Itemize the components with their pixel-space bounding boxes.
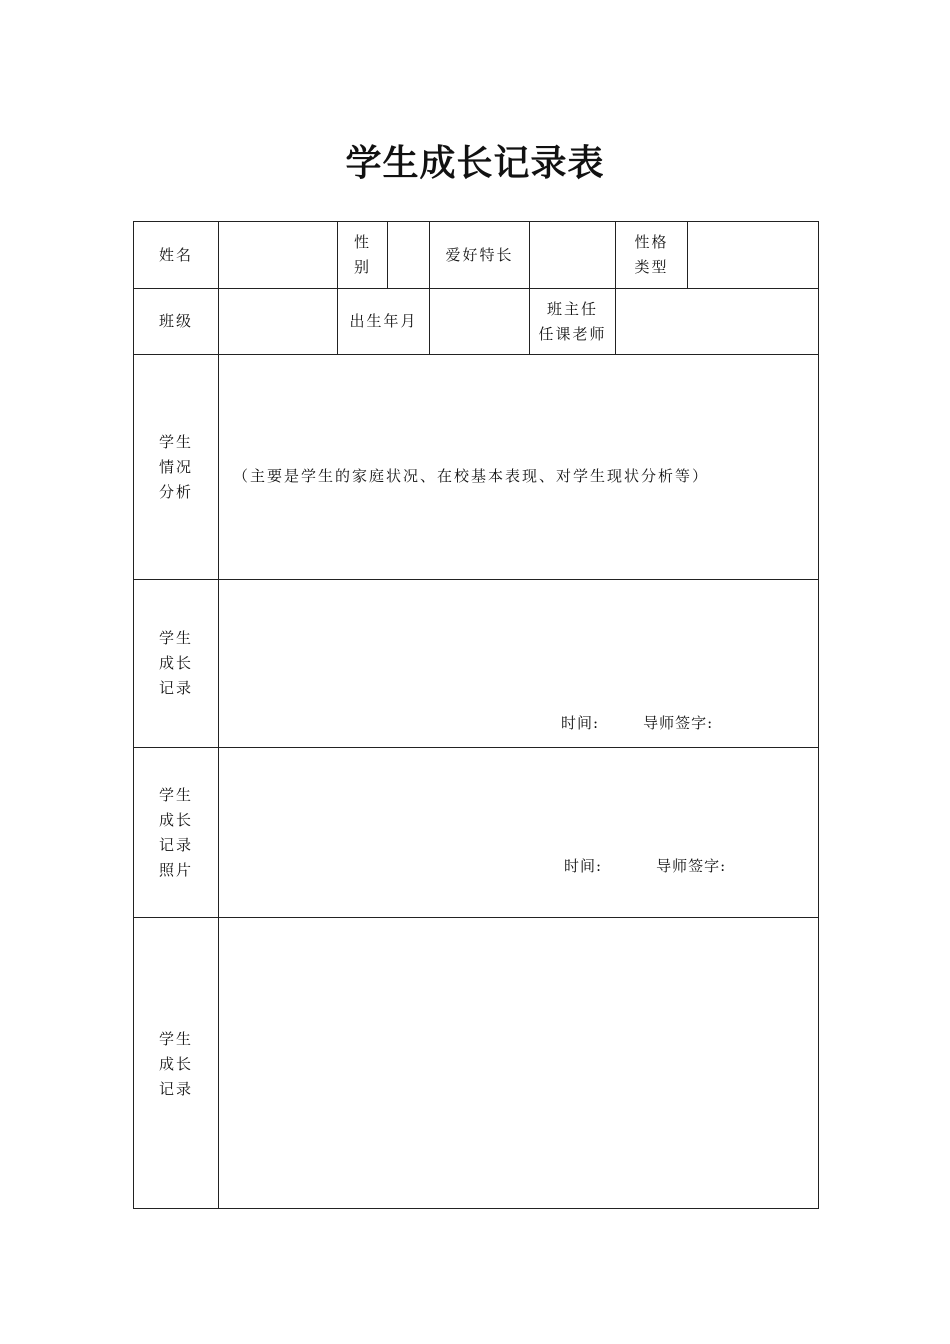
personality-label: 性格 类型 [616,222,688,289]
class-label: 班级 [134,289,219,355]
record-label: 学生 成长 记录 [134,580,219,748]
class-field[interactable] [219,289,338,355]
teacher-field[interactable] [616,289,819,355]
name-field[interactable] [219,222,338,289]
analysis-field[interactable] [219,355,819,580]
birth-label: 出生年月 [338,289,430,355]
photo-field[interactable] [219,748,819,918]
name-label: 姓名 [134,222,219,289]
analysis-hint: （主要是学生的家庭状况、在校基本表现、对学生现状分析等） [233,466,710,485]
record-signature-line [561,711,713,736]
gender-field[interactable] [388,222,430,289]
teacher-label: 班主任 任课老师 [530,289,616,355]
personality-field[interactable] [688,222,819,289]
record-field[interactable] [219,580,819,748]
hobby-field[interactable] [530,222,616,289]
record-time-label: 时间: [561,714,600,732]
analysis-label: 学生 情况 分析 [134,355,219,580]
photo-time-label: 时间: [564,857,603,875]
record-signature-label: 导师签字: [643,714,714,732]
form-title: 学生成长记录表 [345,142,605,184]
growth-record-table [133,221,819,1209]
gender-label: 性 别 [338,222,388,289]
birth-field[interactable] [430,289,530,355]
record2-field[interactable] [219,918,819,1209]
record2-label: 学生 成长 记录 [134,918,219,1209]
hobby-label: 爱好特长 [430,222,530,289]
photo-label: 学生 成长 记录 照片 [134,748,219,918]
photo-signature-label: 导师签字: [656,857,727,875]
photo-signature-line [564,854,726,879]
